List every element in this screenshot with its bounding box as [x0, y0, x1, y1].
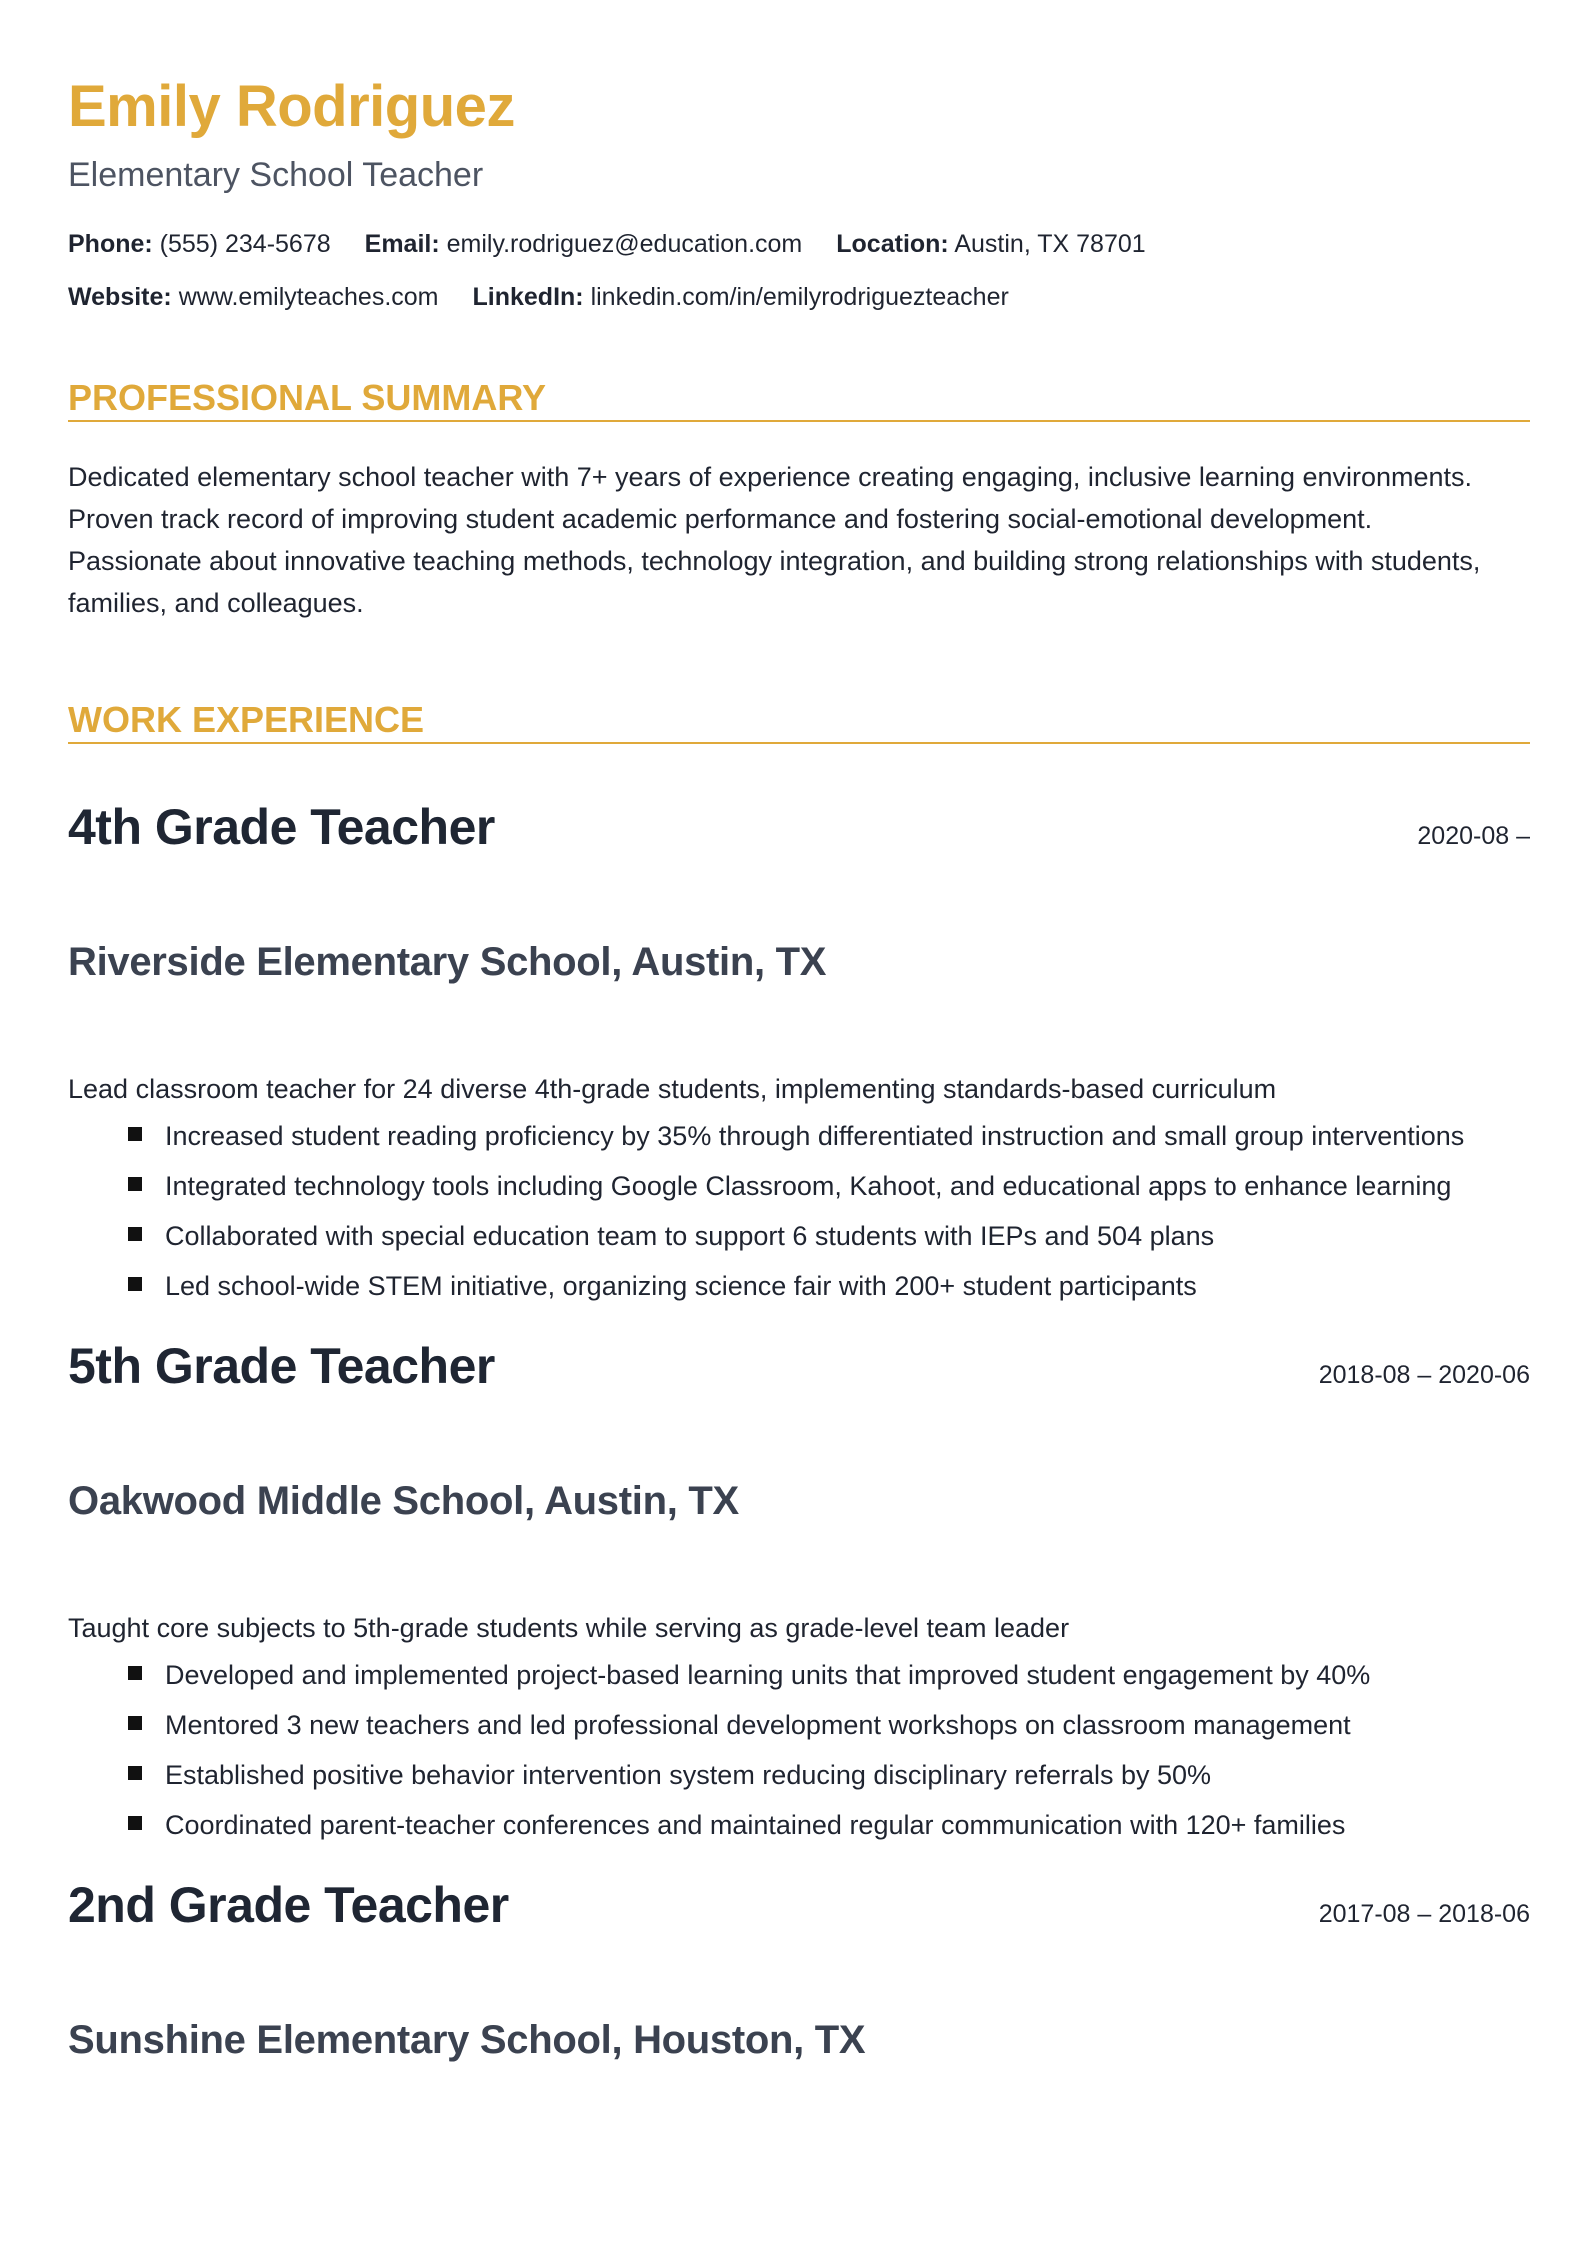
achievement-text: Mentored 3 new teachers and led professional development workshops on classroom management	[165, 1710, 1351, 1740]
email-value: emily.rodriguez@education.com	[446, 230, 803, 258]
contact-row-primary	[68, 232, 1530, 257]
contact-website	[68, 285, 439, 310]
job-title: 4th Grade Teacher	[68, 799, 495, 855]
location-value: Austin, TX 78701	[954, 230, 1146, 258]
linkedin-value: linkedin.com/in/emilyrodriguezteacher	[590, 283, 1009, 311]
achievement-item	[165, 1265, 1530, 1307]
achievement-item	[165, 1215, 1530, 1257]
contact-email	[365, 232, 803, 257]
achievement-text: Led school-wide STEM initiative, organizing science fair with 200+ student participants	[165, 1271, 1197, 1301]
achievement-item	[165, 1754, 1530, 1796]
achievement-text: Increased student reading proficiency by 35% through differentiated instruction and small group interventions	[165, 1121, 1465, 1151]
job-organization: Sunshine Elementary School, Houston, TX	[68, 2018, 866, 2062]
contact-location	[836, 232, 1145, 257]
job-description: Lead classroom teacher for 24 diverse 4th-grade students, implementing standards-based curriculum	[68, 1074, 1277, 1104]
job-dates: 2018-08 – 2020-06	[1318, 1361, 1530, 1389]
linkedin-label: LinkedIn:	[472, 283, 584, 311]
bullet-square-icon	[128, 1816, 142, 1830]
website-value: www.emilyteaches.com	[178, 283, 439, 311]
job-header	[68, 799, 1530, 855]
bullet-square-icon	[128, 1127, 142, 1141]
bullet-square-icon	[128, 1177, 142, 1191]
bullet-square-icon	[128, 1227, 142, 1241]
job-entry	[68, 1338, 1530, 1846]
contact-linkedin	[473, 285, 1009, 310]
bullet-square-icon	[128, 1766, 142, 1780]
achievement-text: Collaborated with special education team to support 6 students with IEPs and 504 plans	[165, 1221, 1215, 1251]
resume-header	[68, 74, 1530, 194]
location-label: Location:	[836, 230, 949, 258]
achievement-item	[165, 1704, 1530, 1746]
candidate-name: Emily Rodriguez	[68, 74, 515, 139]
phone-value: (555) 234-5678	[159, 230, 331, 258]
achievement-item	[165, 1115, 1530, 1157]
phone-label: Phone:	[68, 230, 153, 258]
summary-section	[68, 377, 1530, 624]
job-dates: 2017-08 – 2018-06	[1318, 1900, 1530, 1928]
bullet-square-icon	[128, 1666, 142, 1680]
achievement-text: Coordinated parent-teacher conferences and maintained regular communication with 120+ families	[165, 1810, 1346, 1840]
job-title: 5th Grade Teacher	[68, 1338, 495, 1394]
achievement-item	[165, 1804, 1530, 1846]
bullet-square-icon	[128, 1277, 142, 1291]
candidate-title: Elementary School Teacher	[68, 156, 484, 194]
job-entry	[68, 1877, 1530, 2062]
job-achievements	[68, 1115, 1530, 1307]
email-label: Email:	[364, 230, 440, 258]
job-header	[68, 1338, 1530, 1394]
summary-text: Dedicated elementary school teacher with 7+ years of experience creating engaging, inclusive learning environments. Proven track record of improving student academic performance and fostering social-emotional development. Passionate about innovative teaching methods, technology integration, and building strong relationships with students, families, and colleagues.	[68, 462, 1481, 618]
website-label: Website:	[68, 283, 172, 311]
contact-row-secondary	[68, 285, 1530, 310]
contact-phone	[68, 232, 331, 257]
achievement-item	[165, 1654, 1530, 1696]
achievement-text: Established positive behavior intervention system reducing disciplinary referrals by 50%	[165, 1760, 1212, 1790]
job-description: Taught core subjects to 5th-grade students while serving as grade-level team leader	[68, 1613, 1070, 1643]
achievement-text: Integrated technology tools including Google Classroom, Kahoot, and educational apps to enhance learning	[165, 1171, 1452, 1201]
job-organization: Oakwood Middle School, Austin, TX	[68, 1479, 739, 1523]
achievement-text: Developed and implemented project-based learning units that improved student engagement by 40%	[165, 1660, 1371, 1690]
job-entry	[68, 799, 1530, 1307]
job-organization: Riverside Elementary School, Austin, TX	[68, 940, 827, 984]
job-title: 2nd Grade Teacher	[68, 1877, 509, 1933]
job-achievements	[68, 1654, 1530, 1846]
summary-heading: PROFESSIONAL SUMMARY	[68, 380, 1530, 422]
job-dates: 2020-08 –	[1417, 822, 1530, 850]
work-experience-heading: WORK EXPERIENCE	[68, 702, 1530, 744]
achievement-item	[165, 1165, 1530, 1207]
bullet-square-icon	[128, 1716, 142, 1730]
work-experience-section	[68, 699, 1530, 2062]
job-header	[68, 1877, 1530, 1933]
